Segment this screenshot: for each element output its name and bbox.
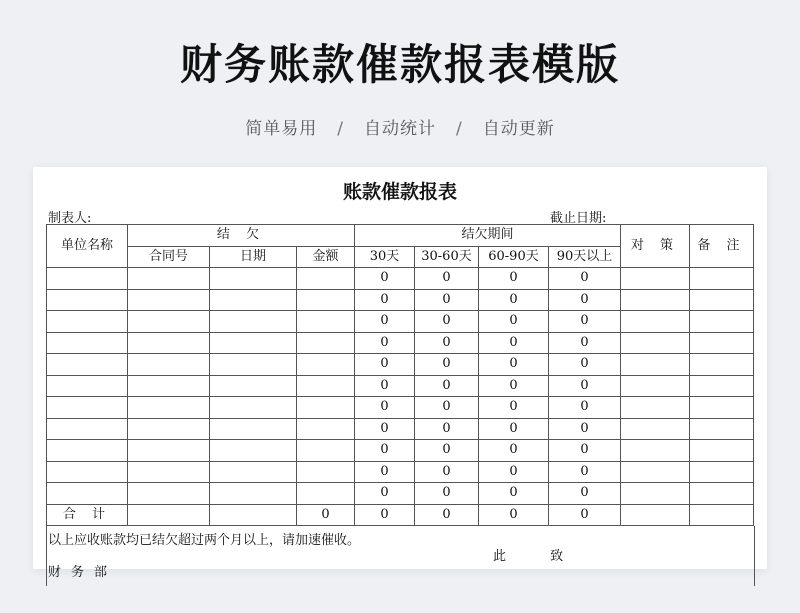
strategy-cell[interactable]: [621, 461, 690, 483]
strategy-cell[interactable]: [621, 354, 690, 376]
table-row: [47, 375, 754, 397]
report-title: 账款催款报表: [342, 181, 457, 203]
period-60-90-cell: 0: [479, 354, 549, 376]
period-30-60-cell: 0: [415, 461, 479, 483]
tagline-item: 自动更新: [482, 119, 555, 139]
period-30-cell: 0: [355, 418, 415, 440]
period-60-90-cell: 0: [479, 461, 549, 483]
period-60-90-cell: 0: [479, 268, 549, 290]
period-30-cell: 0: [355, 289, 415, 311]
header-strategy: 对 策: [621, 225, 690, 268]
unit-name-cell[interactable]: [47, 311, 128, 333]
unit-name-cell[interactable]: [47, 440, 128, 462]
period-60-90-cell: 0: [479, 289, 549, 311]
date-cell[interactable]: [210, 332, 297, 354]
report-sheet: [33, 167, 767, 580]
date-cell[interactable]: [210, 289, 297, 311]
contract-no-cell[interactable]: [128, 418, 210, 440]
period-60-90-cell: 0: [479, 311, 549, 333]
date-cell[interactable]: [210, 268, 297, 290]
period-30-60-cell: 0: [415, 483, 479, 505]
unit-name-cell[interactable]: [47, 289, 128, 311]
contract-no-cell[interactable]: [128, 332, 210, 354]
period-60-90-cell: 0: [479, 483, 549, 505]
total-cell[interactable]: [690, 504, 754, 526]
period-30-60-cell: 0: [415, 418, 479, 440]
footer-note: 以上应收账款均已结欠超过两个月以上，请加速催收。: [48, 533, 361, 548]
strategy-cell[interactable]: [621, 397, 690, 419]
period-60-90-cell: 0: [479, 332, 549, 354]
tagline-item: 自动统计: [364, 119, 436, 139]
table-row: [47, 289, 754, 311]
remarks-cell[interactable]: [690, 354, 754, 376]
header-90-plus-days: 90天以上: [549, 246, 621, 268]
contract-no-cell[interactable]: [128, 397, 210, 419]
amount-cell[interactable]: [297, 289, 355, 311]
total-cell[interactable]: [210, 504, 297, 526]
period-60-90-cell: 0: [479, 397, 549, 419]
header-period-group: 结欠期间: [355, 225, 621, 247]
amount-cell[interactable]: [297, 483, 355, 505]
remarks-cell[interactable]: [690, 332, 754, 354]
remarks-cell[interactable]: [690, 268, 754, 290]
contract-no-cell[interactable]: [128, 440, 210, 462]
period-90-plus-cell: 0: [549, 397, 621, 419]
strategy-cell[interactable]: [621, 332, 690, 354]
contract-no-cell[interactable]: [128, 461, 210, 483]
header-remarks: 备 注: [690, 225, 754, 268]
amount-cell[interactable]: [297, 311, 355, 333]
total-cell[interactable]: [621, 504, 690, 526]
date-cell[interactable]: [210, 418, 297, 440]
header-60-90-days: 60-90天: [479, 246, 549, 268]
total-label: 合 计: [47, 504, 128, 526]
header-amount: 金额: [297, 246, 355, 268]
amount-cell[interactable]: [297, 332, 355, 354]
date-cell[interactable]: [210, 397, 297, 419]
tagline-separator: /: [337, 119, 344, 139]
period-90-plus-cell: 0: [549, 375, 621, 397]
strategy-cell[interactable]: [621, 375, 690, 397]
preparer-label: 制表人:: [48, 211, 92, 226]
period-30-60-cell: 0: [415, 397, 479, 419]
contract-no-cell[interactable]: [128, 483, 210, 505]
table-row: [47, 483, 754, 505]
period-90-plus-cell: 0: [549, 268, 621, 290]
contract-no-cell[interactable]: [128, 375, 210, 397]
remarks-cell[interactable]: [690, 440, 754, 462]
remarks-cell[interactable]: [690, 289, 754, 311]
period-90-plus-cell: 0: [549, 461, 621, 483]
header-date: 日期: [210, 246, 297, 268]
remarks-cell[interactable]: [690, 483, 754, 505]
table-row: [47, 354, 754, 376]
footer-regards: 此 致: [493, 549, 584, 564]
total-30-days: 0: [355, 504, 415, 526]
strategy-cell[interactable]: [621, 440, 690, 462]
period-30-60-cell: 0: [415, 268, 479, 290]
tagline-item: 简单易用: [245, 119, 318, 139]
period-30-60-cell: 0: [415, 375, 479, 397]
amount-cell[interactable]: [297, 440, 355, 462]
date-cell[interactable]: [210, 311, 297, 333]
table-row: [47, 397, 754, 419]
period-30-cell: 0: [355, 332, 415, 354]
period-30-cell: 0: [355, 483, 415, 505]
tagline-separator: /: [456, 119, 463, 139]
contract-no-cell[interactable]: [128, 289, 210, 311]
strategy-cell[interactable]: [621, 311, 690, 333]
strategy-cell[interactable]: [621, 268, 690, 290]
table-row: [47, 311, 754, 333]
period-30-cell: 0: [355, 397, 415, 419]
contract-no-cell[interactable]: [128, 354, 210, 376]
period-30-cell: 0: [355, 440, 415, 462]
date-cell[interactable]: [210, 483, 297, 505]
contract-no-cell[interactable]: [128, 268, 210, 290]
period-60-90-cell: 0: [479, 418, 549, 440]
period-90-plus-cell: 0: [549, 418, 621, 440]
remarks-cell[interactable]: [690, 418, 754, 440]
period-30-cell: 0: [355, 354, 415, 376]
unit-name-cell[interactable]: [47, 332, 128, 354]
header-30-60-days: 30-60天: [415, 246, 479, 268]
period-30-60-cell: 0: [415, 440, 479, 462]
header-unit-name: 单位名称: [47, 225, 128, 268]
period-60-90-cell: 0: [479, 440, 549, 462]
table-row: [47, 418, 754, 440]
unit-name-cell[interactable]: [47, 461, 128, 483]
unit-name-cell[interactable]: [47, 375, 128, 397]
period-30-cell: 0: [355, 268, 415, 290]
period-90-plus-cell: 0: [549, 483, 621, 505]
period-90-plus-cell: 0: [549, 289, 621, 311]
unit-name-cell[interactable]: [47, 483, 128, 505]
period-90-plus-cell: 0: [549, 332, 621, 354]
remarks-cell[interactable]: [690, 461, 754, 483]
page-title: 财务账款催款报表模版: [179, 40, 620, 89]
date-cell[interactable]: [210, 354, 297, 376]
date-cell[interactable]: [210, 440, 297, 462]
header-owed-group: 结 欠: [128, 225, 355, 247]
total-cell[interactable]: [128, 504, 210, 526]
total-90-plus-days: 0: [549, 504, 621, 526]
table-row: [47, 461, 754, 483]
unit-name-cell[interactable]: [47, 397, 128, 419]
remarks-cell[interactable]: [690, 375, 754, 397]
period-30-60-cell: 0: [415, 289, 479, 311]
period-30-cell: 0: [355, 311, 415, 333]
footer-department: 财务部: [48, 565, 118, 580]
header-30-days: 30天: [355, 246, 415, 268]
unit-name-cell[interactable]: [47, 268, 128, 290]
header-contract-no: 合同号: [128, 246, 210, 268]
contract-no-cell[interactable]: [128, 311, 210, 333]
period-30-60-cell: 0: [415, 311, 479, 333]
period-90-plus-cell: 0: [549, 440, 621, 462]
unit-name-cell[interactable]: [47, 354, 128, 376]
period-30-cell: 0: [355, 375, 415, 397]
period-30-60-cell: 0: [415, 332, 479, 354]
amount-cell[interactable]: [297, 461, 355, 483]
total-amount: 0: [297, 504, 355, 526]
total-30-60-days: 0: [415, 504, 479, 526]
strategy-cell[interactable]: [621, 483, 690, 505]
table-row: [47, 268, 754, 290]
period-60-90-cell: 0: [479, 375, 549, 397]
tagline: [0, 114, 800, 139]
table-row: [47, 440, 754, 462]
total-60-90-days: 0: [479, 504, 549, 526]
amount-cell[interactable]: [297, 418, 355, 440]
period-90-plus-cell: 0: [549, 354, 621, 376]
amount-cell[interactable]: [297, 397, 355, 419]
period-30-60-cell: 0: [415, 354, 479, 376]
date-cell[interactable]: [210, 461, 297, 483]
amount-cell[interactable]: [297, 354, 355, 376]
deadline-label: 截止日期:: [550, 211, 607, 226]
report-table: [46, 224, 754, 526]
amount-cell[interactable]: [297, 268, 355, 290]
table-row: [47, 332, 754, 354]
period-90-plus-cell: 0: [549, 311, 621, 333]
amount-cell[interactable]: [297, 375, 355, 397]
remarks-cell[interactable]: [690, 397, 754, 419]
date-cell[interactable]: [210, 375, 297, 397]
period-30-cell: 0: [355, 461, 415, 483]
strategy-cell[interactable]: [621, 289, 690, 311]
unit-name-cell[interactable]: [47, 418, 128, 440]
remarks-cell[interactable]: [690, 311, 754, 333]
strategy-cell[interactable]: [621, 418, 690, 440]
